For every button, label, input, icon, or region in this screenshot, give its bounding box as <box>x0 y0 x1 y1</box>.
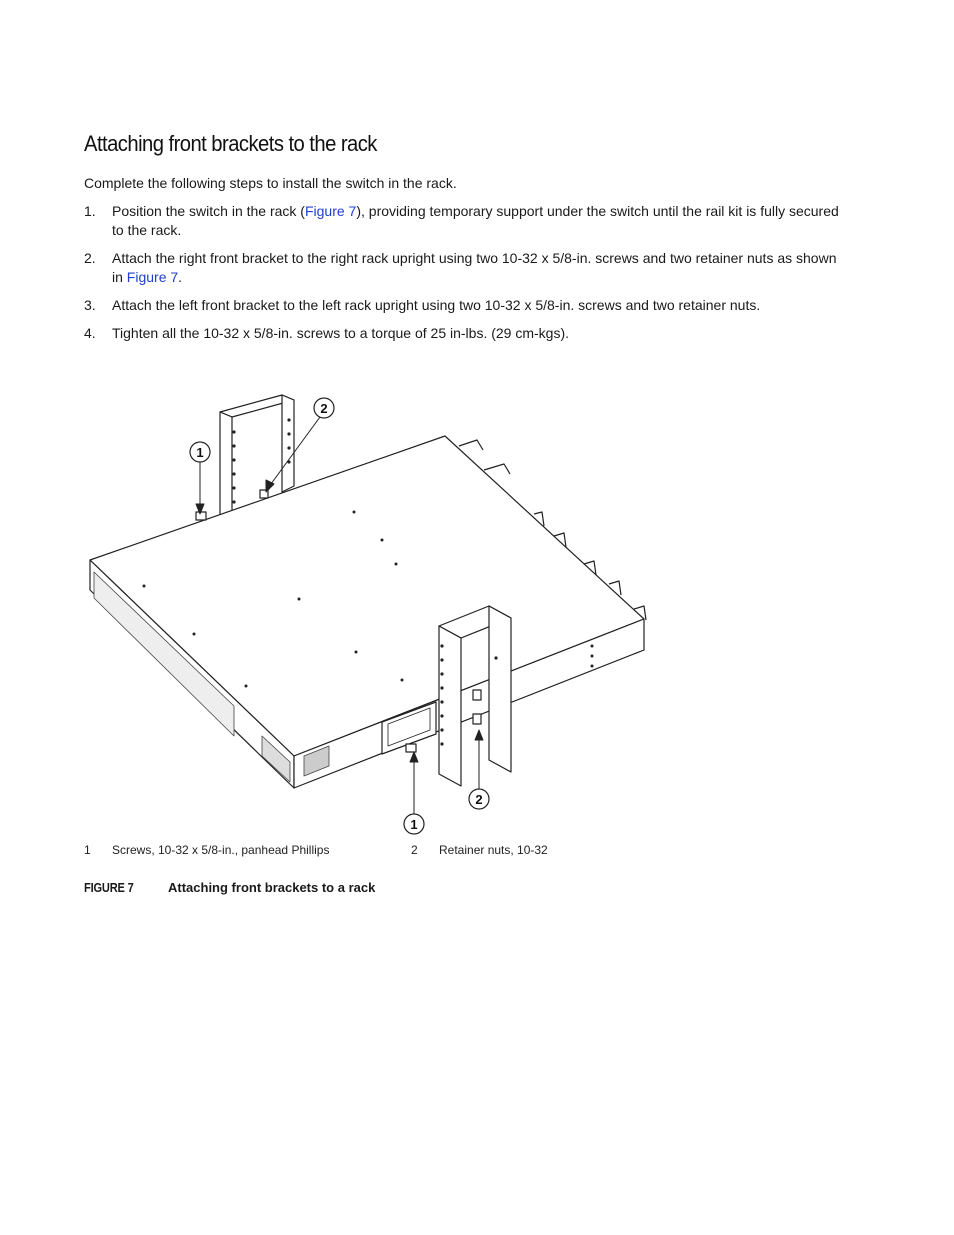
figure-caption-text: Attaching front brackets to a rack <box>168 880 376 895</box>
step-number: 3. <box>84 297 96 313</box>
switch-chassis <box>90 436 646 788</box>
step-number: 4. <box>84 325 96 341</box>
callout-2-label: 2 <box>475 792 483 807</box>
intro-paragraph: Complete the following steps to install the switch in the rack. <box>84 175 457 191</box>
figure-7-link[interactable]: Figure 7 <box>126 269 179 285</box>
legend-number: 2 <box>411 843 418 857</box>
callout-2-label: 2 <box>320 401 328 416</box>
step-4 <box>84 324 844 343</box>
figure-label: FIGURE 7 <box>84 880 134 895</box>
step-2 <box>84 249 844 287</box>
callout-1-label: 1 <box>196 445 204 460</box>
legend-text: Retainer nuts, 10-32 <box>439 843 548 857</box>
step-text: Attach the right front bracket to the right rack upright using two 10-32 x 5/8-in. screws and two retainer nuts as shown in <box>112 250 837 285</box>
step-3 <box>84 296 844 315</box>
step-1 <box>84 202 844 240</box>
step-text: Attach the left front bracket to the left rack upright using two 10-32 x 5/8-in. screws and two retainer nuts. <box>112 297 761 313</box>
rack-bracket-illustration <box>84 384 664 836</box>
step-text: Position the switch in the rack ( <box>112 203 305 219</box>
callout-1-label: 1 <box>410 817 418 832</box>
steps-list <box>84 202 844 352</box>
step-number: 2. <box>84 250 96 266</box>
step-text: Tighten all the 10-32 x 5/8-in. screws to a torque of 25 in-lbs. (29 cm-kgs). <box>112 325 570 341</box>
legend-text: Screws, 10-32 x 5/8-in., panhead Phillips <box>112 843 330 857</box>
section-title: Attaching front brackets to the rack <box>84 131 377 156</box>
step-text: ), providing temporary support under the switch until the rail kit is fully secured to the rack. <box>112 203 839 238</box>
legend-number: 1 <box>84 843 91 857</box>
figure-7-link[interactable]: Figure 7 <box>304 203 357 219</box>
step-number: 1. <box>84 203 96 219</box>
step-text: . <box>178 269 183 285</box>
